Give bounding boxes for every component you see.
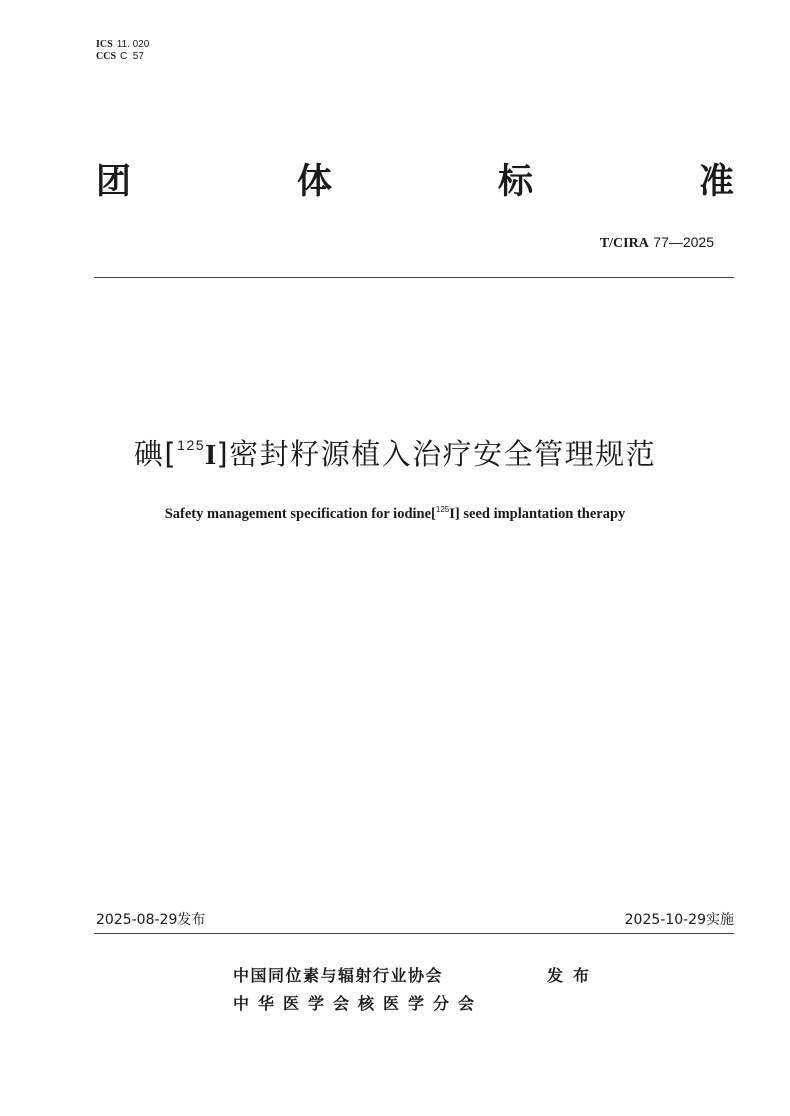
english-title-end: ] seed implantation therapy	[454, 506, 626, 522]
implementation-date: 2025-10-29实施	[624, 912, 734, 928]
ccs-code	[96, 51, 149, 63]
publish-label: 发布	[547, 966, 600, 985]
english-title-isotope-symbol: I	[449, 506, 455, 522]
classification-codes	[96, 39, 149, 63]
english-title-start: Safety management specification for iodine[	[164, 506, 436, 522]
standard-number-rest: 77—2025	[653, 234, 714, 250]
ccs-label: CCS	[96, 51, 117, 62]
standard-number-prefix: T/CIRA	[599, 236, 649, 251]
standard-type-char: 体	[296, 162, 332, 202]
ics-value: 11. 020	[116, 39, 150, 50]
publisher-1: 中国同位素与辐射行业协会	[233, 966, 444, 985]
english-title-isotope-mass: 125	[435, 505, 450, 514]
standard-number	[600, 233, 714, 253]
footer-divider	[94, 933, 734, 934]
ics-code	[96, 39, 149, 51]
standard-type-char: 准	[698, 162, 734, 202]
chinese-title-end: ]密封籽源植入治疗安全管理规范	[216, 437, 657, 471]
english-title	[0, 500, 790, 524]
chinese-title-isotope-mass: 125	[177, 437, 206, 453]
standard-type-char: 团	[96, 162, 132, 202]
chinese-title-isotope-symbol: I	[205, 439, 217, 471]
publishers-block	[233, 962, 483, 1018]
ccs-value: C 57	[120, 51, 144, 62]
ics-label: ICS	[96, 39, 113, 50]
chinese-title	[0, 425, 790, 475]
date-row	[96, 910, 734, 930]
publisher-2: 中华医学会核医学分会	[233, 994, 484, 1013]
publish-date: 2025-08-29发布	[96, 912, 206, 928]
header-divider	[94, 277, 734, 278]
chinese-title-start: 碘[	[133, 437, 178, 471]
standard-type-char: 标	[497, 162, 533, 202]
standard-type-heading	[96, 160, 734, 204]
